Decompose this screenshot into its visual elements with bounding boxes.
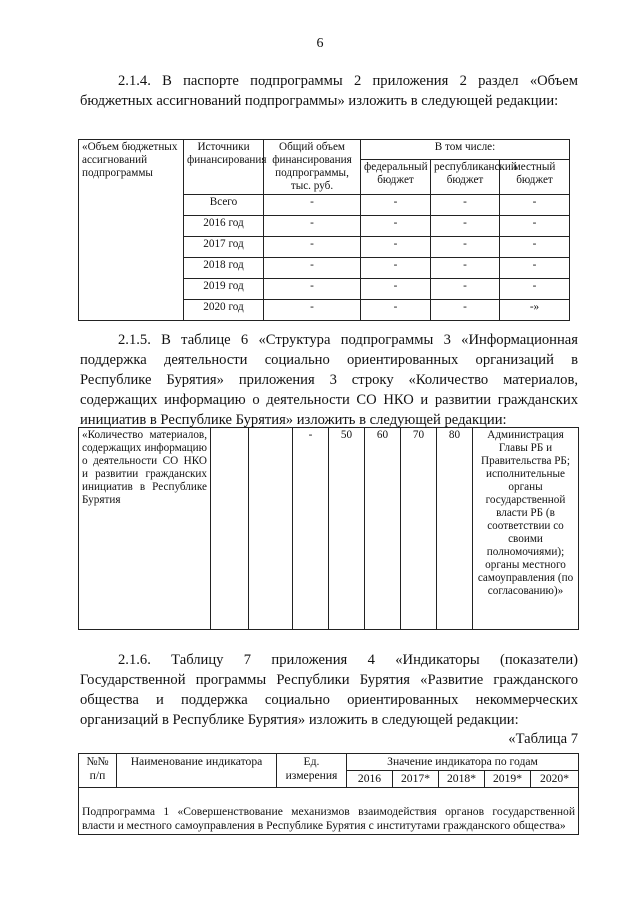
row-federal: - — [361, 195, 431, 216]
row-total: - — [264, 258, 361, 279]
row-local: - — [500, 279, 570, 300]
header-local: местный бюджет — [500, 159, 570, 194]
row-republic: - — [431, 195, 500, 216]
subprogram-1-row: Подпрограмма 1 «Совершенствование механизмов взаимодействия органов государственной власти и местного самоуправления в Республике Бурятия с институтами гражданского общества» — [79, 804, 579, 835]
row-federal: - — [361, 258, 431, 279]
row-label: 2017 год — [184, 237, 264, 258]
header-unit: Ед. измерения — [277, 754, 347, 788]
row-label: Всего — [184, 195, 264, 216]
header-federal: федеральный бюджет — [361, 159, 431, 194]
row-local: -» — [500, 300, 570, 321]
paragraph-2-1-5: 2.1.5. В таблице 6 «Структура подпрограммы 3 «Информационная поддержка деятельности социально ориентированных организаций в Республике Бурятия» приложения 3 строку «Количество материалов, содержащих информацию о деятельности СО НКО и развитии гражданских инициатив в Республике Бурятия» изложить в следующей редакции: — [80, 332, 578, 428]
header-including: В том числе: — [361, 140, 570, 160]
row-republic: - — [431, 258, 500, 279]
row-local: - — [500, 258, 570, 279]
row-federal: - — [361, 237, 431, 258]
row-republic: - — [431, 216, 500, 237]
header-num: №№ п/п — [79, 754, 117, 788]
header-total: Общий объем финансирования подпрограммы, тыс. руб. — [264, 140, 361, 195]
year-2016: 2016 — [347, 771, 393, 788]
row-republic: - — [431, 300, 500, 321]
header-sources: Источники финансирования — [184, 140, 264, 195]
table-row — [79, 195, 570, 216]
year-2017: 2017* — [393, 771, 439, 788]
row-label: 2020 год — [184, 300, 264, 321]
empty-cell — [211, 428, 249, 630]
row-republic: - — [431, 237, 500, 258]
page-number: 6 — [316, 36, 324, 51]
row-federal: - — [361, 279, 431, 300]
indicator-name: «Количество материалов, содержащих информацию о деятельности СО НКО и развитии гражданских инициатив в Республике Бурятия — [79, 428, 211, 630]
row-federal: - — [361, 216, 431, 237]
row-total: - — [264, 216, 361, 237]
row-republic: - — [431, 279, 500, 300]
row-total: - — [264, 300, 361, 321]
paragraph-2-1-4: 2.1.4. В паспорте подпрограммы 2 приложения 2 раздел «Объем бюджетных ассигнований подпрограммы» изложить в следующей редакции: — [80, 73, 578, 109]
row-total: - — [264, 279, 361, 300]
row-federal: - — [361, 300, 431, 321]
empty-cell — [79, 195, 184, 321]
value-cell: 70 — [401, 428, 437, 630]
row-total: - — [264, 195, 361, 216]
indicators-table — [78, 753, 579, 835]
structure-row-table — [78, 427, 579, 630]
table-7-caption: «Таблица 7 — [508, 731, 578, 747]
header-indicator-name: Наименование индикатора — [117, 754, 277, 788]
row-label: 2019 год — [184, 279, 264, 300]
budget-header-first: «Объем бюджетных ассигнований подпрограммы — [79, 140, 184, 195]
row-local: - — [500, 237, 570, 258]
row-total: - — [264, 237, 361, 258]
spacer-row — [79, 788, 579, 805]
value-cell: - — [293, 428, 329, 630]
year-2020: 2020* — [531, 771, 579, 788]
row-label: 2018 год — [184, 258, 264, 279]
header-values: Значение индикатора по годам — [347, 754, 579, 771]
row-local: - — [500, 216, 570, 237]
row-label: 2016 год — [184, 216, 264, 237]
value-cell: 60 — [365, 428, 401, 630]
row-local: - — [500, 195, 570, 216]
budget-table — [78, 139, 570, 321]
value-cell: 50 — [329, 428, 365, 630]
paragraph-2-1-6: 2.1.6. Таблицу 7 приложения 4 «Индикаторы (показатели) Государственной программы Республики Бурятия «Развитие гражданского общества и поддержка социально ориентированных некоммерческих организаций в Республике Бурятия» изложить в следующей редакции: — [80, 652, 578, 728]
header-republic: республиканский бюджет — [431, 159, 500, 194]
year-2018: 2018* — [439, 771, 485, 788]
value-cell: 80 — [437, 428, 473, 630]
empty-cell — [249, 428, 293, 630]
executor-cell: Администрация Главы РБ и Правительства РБ; исполнительные органы государственной власти РБ (в соответствии со своими полномочиями); органы местного самоуправления (по согласованию)» — [473, 428, 579, 630]
year-2019: 2019* — [485, 771, 531, 788]
